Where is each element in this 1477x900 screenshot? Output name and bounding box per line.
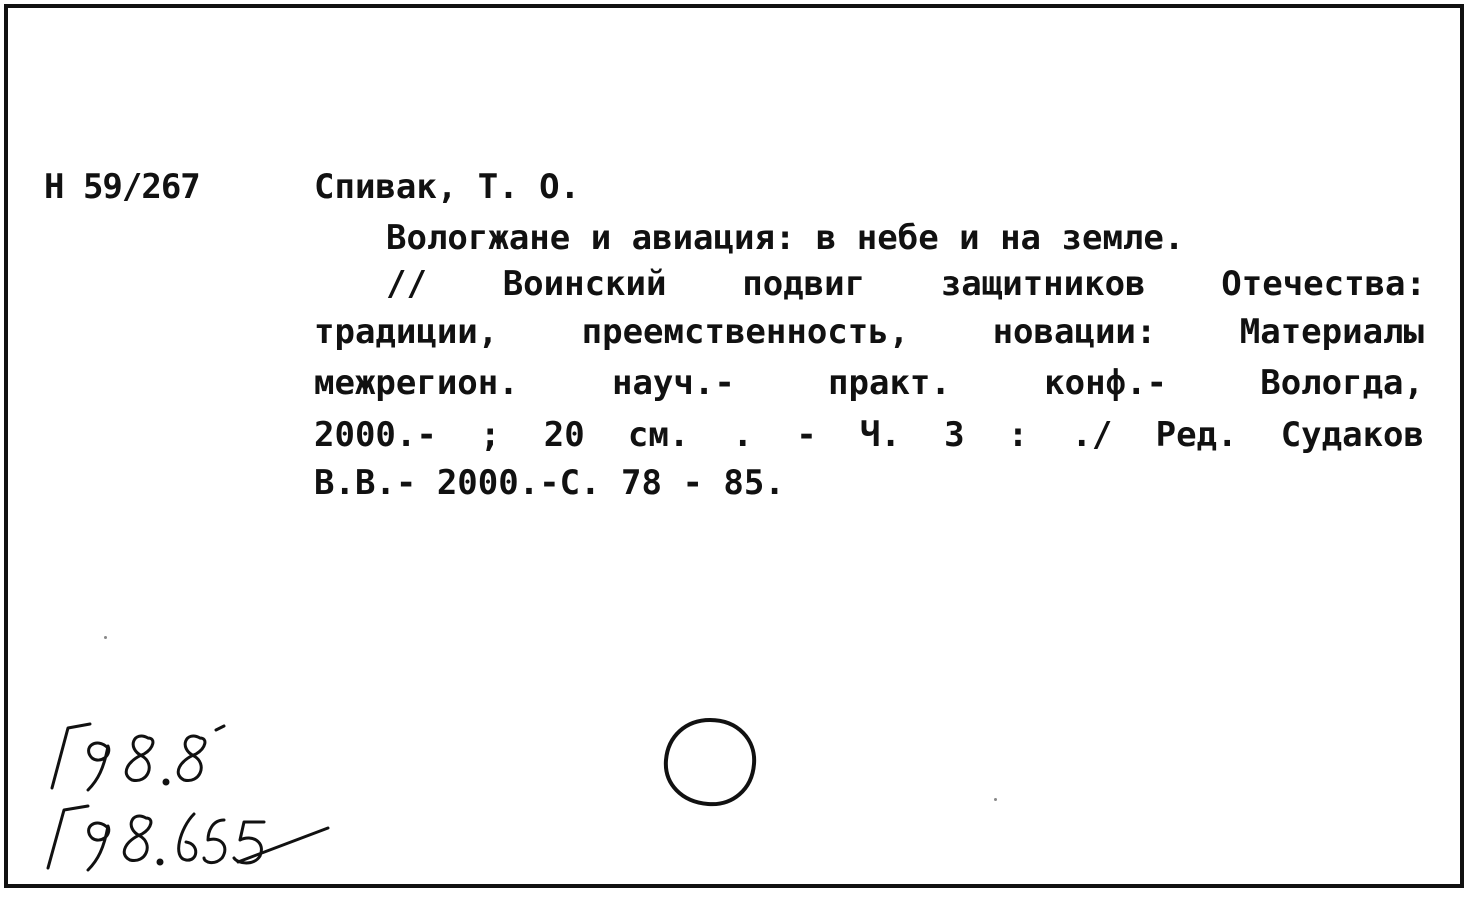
punch-hole bbox=[658, 714, 762, 810]
catalog-card bbox=[4, 4, 1464, 888]
paper-speck bbox=[994, 798, 997, 801]
source-line-1: // Воинский подвиг защитников Отечества: bbox=[386, 264, 1426, 304]
source-line-2: традиции, преемственность, новации: Материалы bbox=[314, 312, 1424, 352]
paper-speck bbox=[104, 636, 107, 639]
source-line-3: межрегион. науч.- практ. конф.- Вологда, bbox=[314, 363, 1424, 403]
author: Спивак, Т. О. bbox=[314, 167, 581, 207]
source-line-5: В.В.- 2000.-С. 78 - 85. bbox=[314, 463, 785, 503]
title-line: Вологжане и авиация: в небе и на земле. bbox=[386, 218, 1185, 258]
handwritten-classification bbox=[38, 708, 358, 888]
source-line-4: 2000.- ; 20 см. . - Ч. 3 : ./ Ред. Судаков bbox=[314, 415, 1424, 455]
shelf-mark: Н 59/267 bbox=[44, 167, 200, 207]
